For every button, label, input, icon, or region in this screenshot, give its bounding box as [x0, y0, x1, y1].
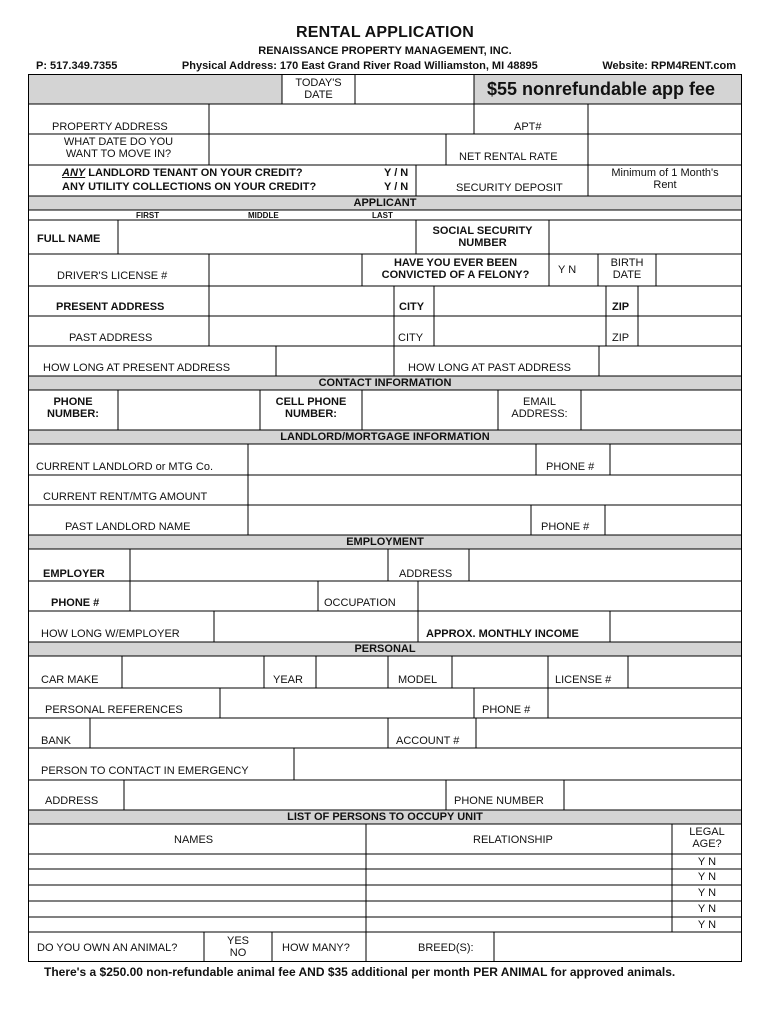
past-address-field[interactable] [210, 317, 393, 345]
reference-phone-field[interactable] [549, 689, 741, 717]
current-rent-field[interactable] [249, 476, 741, 504]
personal-references-field[interactable] [221, 689, 473, 717]
how-many-animals-field[interactable] [367, 933, 409, 961]
employer-phone-label: PHONE # [51, 597, 100, 609]
current-landlord-label: CURRENT LANDLORD or MTG Co. [36, 461, 214, 473]
past-landlord-phone-field[interactable] [606, 506, 741, 534]
legal-age-yn[interactable]: Y N [697, 856, 717, 868]
account-number-label: ACCOUNT # [396, 735, 460, 747]
present-address-field[interactable] [210, 287, 393, 315]
past-zip-label: ZIP [612, 332, 630, 344]
car-model-field[interactable] [453, 657, 547, 687]
car-year-field[interactable] [317, 657, 387, 687]
application-form [28, 74, 742, 962]
emergency-address-field[interactable] [125, 781, 445, 809]
net-rental-rate-label: NET RENTAL RATE [459, 151, 558, 163]
license-plate-label: LICENSE # [555, 674, 612, 686]
middle-name-hint: MIDDLE [248, 211, 279, 220]
net-rental-rate-field[interactable] [589, 135, 741, 164]
present-zip-field[interactable] [639, 287, 741, 315]
property-address-field[interactable] [210, 105, 473, 133]
legal-age-yn[interactable]: Y N [697, 919, 717, 931]
account-number-field[interactable] [477, 719, 741, 747]
full-name-field[interactable] [119, 221, 415, 253]
security-deposit-label: SECURITY DEPOSIT [456, 182, 563, 194]
section-occupants: LIST OF PERSONS TO OCCUPY UNIT [287, 811, 483, 823]
how-long-present-field[interactable] [277, 347, 393, 375]
landlord-credit-question: ANY LANDLORD TENANT ON YOUR CREDIT? [62, 167, 303, 179]
emergency-contact-field[interactable] [295, 749, 741, 779]
utility-credit-question: ANY UTILITY COLLECTIONS ON YOUR CREDIT? [62, 181, 317, 193]
reference-phone-label: PHONE # [482, 704, 531, 716]
birth-date-label: BIRTH DATE [610, 257, 644, 281]
employer-field[interactable] [131, 550, 387, 580]
section-contact-information: CONTACT INFORMATION [318, 377, 452, 389]
contact-info-line [36, 60, 736, 72]
ssn-label: SOCIAL SECURITY NUMBER [432, 225, 533, 249]
present-zip-label: ZIP [612, 301, 630, 313]
first-name-hint: FIRST [136, 211, 160, 220]
ssn-field[interactable] [550, 221, 741, 253]
past-address-label: PAST ADDRESS [69, 332, 153, 344]
past-city-label: CITY [398, 332, 424, 344]
car-year-label: YEAR [273, 674, 303, 686]
legal-age-yn[interactable]: Y N [697, 903, 717, 915]
felony-yn[interactable]: Y N [558, 264, 577, 276]
personal-references-label: PERSONAL REFERENCES [45, 704, 183, 716]
monthly-income-field[interactable] [611, 612, 741, 641]
past-zip-field[interactable] [639, 317, 741, 345]
how-long-employer-label: HOW LONG W/EMPLOYER [41, 628, 180, 640]
legal-age-yn[interactable]: Y N [697, 887, 717, 899]
company-website: Website: RPM4RENT.com [602, 60, 736, 72]
breed-field[interactable] [495, 933, 741, 961]
past-landlord-field[interactable] [249, 506, 530, 534]
section-personal: PERSONAL [354, 643, 416, 655]
occupant-relationship-header: RELATIONSHIP [473, 834, 553, 846]
occupation-label: OCCUPATION [324, 597, 396, 609]
present-address-label: PRESENT ADDRESS [56, 301, 165, 313]
utility-credit-yn[interactable]: Y / N [384, 181, 409, 193]
cell-phone-field[interactable] [363, 391, 497, 429]
current-rent-label: CURRENT RENT/MTG AMOUNT [43, 491, 208, 503]
section-employment: EMPLOYMENT [346, 536, 424, 548]
breed-label: BREED(S): [418, 942, 474, 954]
cell-phone-label: CELL PHONE NUMBER: [275, 396, 347, 420]
property-address-label: PROPERTY ADDRESS [52, 121, 168, 133]
animal-fee-note: There's a $250.00 non-refundable animal fee AND $35 additional per month PER ANIMAL for approved animals. [44, 965, 676, 979]
how-long-past-field[interactable] [600, 347, 741, 375]
bank-label: BANK [41, 735, 71, 747]
past-landlord-label: PAST LANDLORD NAME [65, 521, 191, 533]
move-in-date-label: WHAT DATE DO YOU WANT TO MOVE IN? [63, 136, 174, 160]
full-name-label: FULL NAME [37, 233, 101, 245]
emergency-address-label: ADDRESS [45, 795, 99, 807]
birth-date-field[interactable] [657, 255, 741, 285]
how-long-employer-field[interactable] [215, 612, 417, 641]
occupation-field[interactable] [419, 582, 741, 610]
last-name-hint: LAST [372, 211, 393, 220]
own-animal-yes-no[interactable]: YES NO [226, 935, 249, 959]
car-model-label: MODEL [398, 674, 438, 686]
monthly-income-label: APPROX. MONTHLY INCOME [426, 628, 579, 640]
company-name: RENAISSANCE PROPERTY MANAGEMENT, INC. [258, 45, 512, 57]
section-applicant: APPLICANT [353, 197, 417, 209]
emergency-contact-label: PERSON TO CONTACT IN EMERGENCY [41, 765, 249, 777]
license-plate-field[interactable] [629, 657, 741, 687]
bank-field[interactable] [91, 719, 387, 747]
page-title: RENTAL APPLICATION [295, 24, 475, 41]
landlord-credit-yn[interactable]: Y / N [384, 167, 409, 179]
company-address: Physical Address: 170 East Grand River Road Williamston, MI 48895 [181, 60, 538, 72]
occupant-relationship-field[interactable] [367, 855, 671, 931]
legal-age-yn[interactable]: Y N [697, 871, 717, 883]
car-make-label: CAR MAKE [41, 674, 99, 686]
current-landlord-field[interactable] [249, 445, 535, 474]
occupant-names-header: NAMES [174, 834, 214, 846]
todays-date-label: TODAY'S DATE [295, 77, 342, 101]
felony-question: HAVE YOU EVER BEEN CONVICTED OF A FELONY? [381, 257, 530, 281]
phone-number-label: PHONE NUMBER: [47, 396, 99, 420]
application-fee-notice: $55 nonrefundable app fee [487, 79, 716, 99]
drivers-license-label: DRIVER'S LICENSE # [57, 270, 168, 282]
employer-address-field[interactable] [470, 550, 741, 580]
landlord-phone-field[interactable] [611, 445, 741, 474]
phone-number-field[interactable] [119, 391, 259, 429]
present-city-label: CITY [399, 301, 425, 313]
occupant-names-field[interactable] [29, 855, 365, 931]
past-landlord-phone-label: PHONE # [541, 521, 590, 533]
employer-label: EMPLOYER [43, 568, 105, 580]
car-make-field[interactable] [123, 657, 263, 687]
emergency-phone-field[interactable] [565, 781, 741, 809]
landlord-phone-label: PHONE # [546, 461, 595, 473]
email-address-field[interactable] [582, 391, 741, 429]
move-in-date-field[interactable] [210, 135, 445, 164]
drivers-license-field[interactable] [210, 255, 361, 285]
emergency-phone-label: PHONE NUMBER [454, 795, 544, 807]
present-city-field[interactable] [435, 287, 605, 315]
email-address-label: EMAIL ADDRESS: [511, 396, 568, 420]
how-long-present-label: HOW LONG AT PRESENT ADDRESS [43, 362, 231, 374]
how-many-animals-label: HOW MANY? [282, 942, 350, 954]
company-phone: P: 517.349.7355 [36, 60, 118, 72]
legal-age-header: LEGAL AGE? [689, 826, 725, 850]
how-long-past-label: HOW LONG AT PAST ADDRESS [408, 362, 572, 374]
section-landlord-mortgage: LANDLORD/MORTGAGE INFORMATION [280, 431, 490, 443]
todays-date-field[interactable] [356, 75, 473, 103]
security-deposit-note: Minimum of 1 Month's Rent [611, 167, 719, 191]
employer-address-label: ADDRESS [399, 568, 453, 580]
apt-label: APT# [514, 121, 542, 133]
employer-phone-field[interactable] [131, 582, 317, 610]
apt-field[interactable] [589, 105, 741, 133]
past-city-field[interactable] [435, 317, 605, 345]
own-animal-label: DO YOU OWN AN ANIMAL? [37, 942, 178, 954]
